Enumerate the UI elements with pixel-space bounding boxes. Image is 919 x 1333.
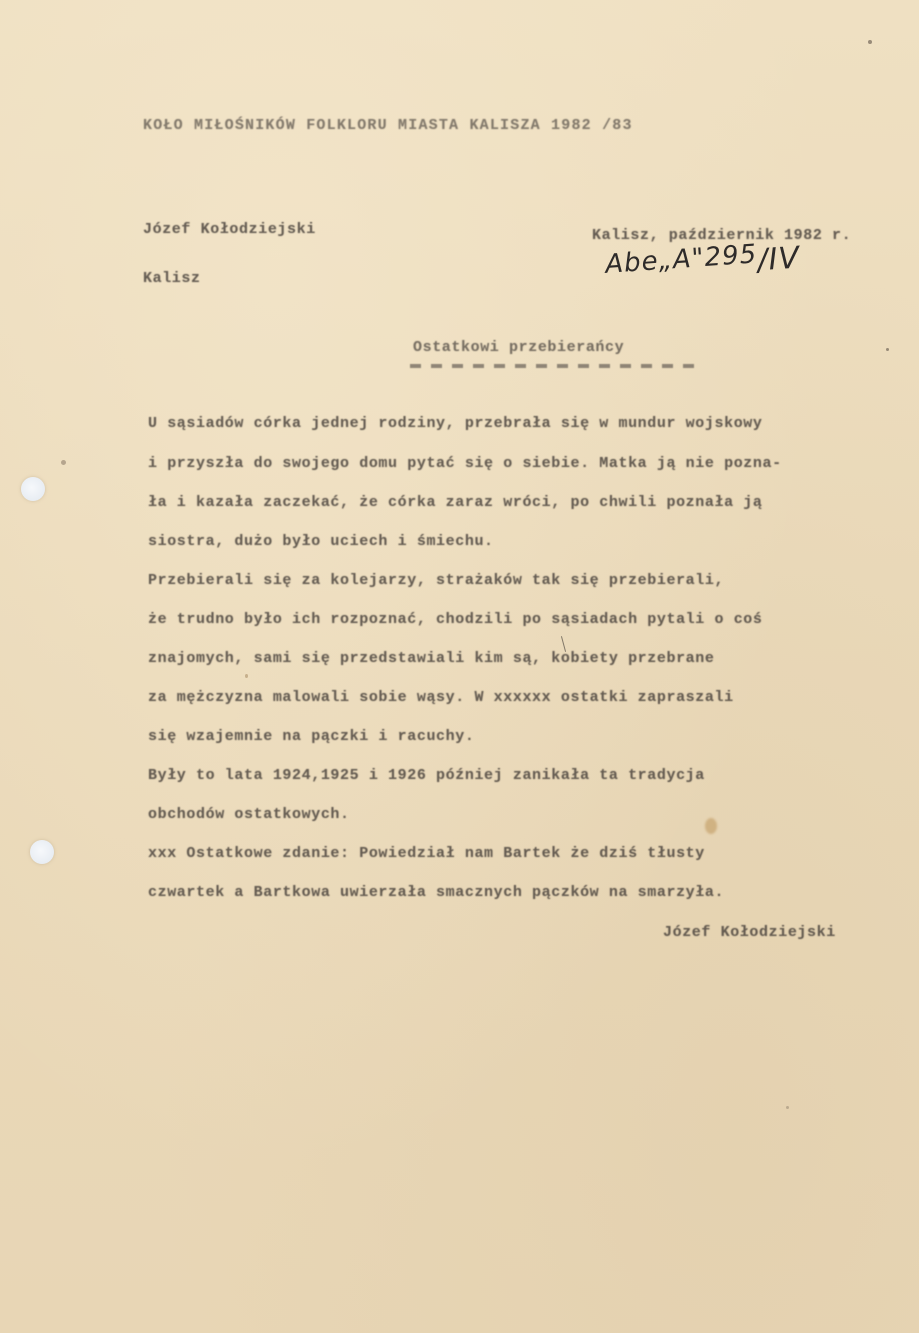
ink-speck — [61, 460, 66, 465]
archive-mark-main: Abe„A"295 — [604, 239, 759, 280]
stain-mark — [705, 818, 717, 834]
body-line: ła i kazała zaczekać, że córka zaraz wróci, po chwili poznała ją — [148, 494, 763, 511]
document-title: Ostatkowi przebierańcy — [413, 339, 625, 356]
body-line: czwartek a Bartkowa uwierzała smacznych pączków na smarzyła. — [148, 884, 725, 901]
ink-speck — [868, 40, 872, 44]
body-line: i przyszła do swojego domu pytać się o siebie. Matka ją nie pozna- — [148, 455, 782, 472]
punch-hole — [30, 840, 54, 864]
organization-header: KOŁO MIŁOŚNIKÓW FOLKLORU MIASTA KALISZA 1982 /83 — [143, 117, 633, 134]
ink-speck — [245, 674, 248, 678]
body-line: za mężczyzna malowali sobie wąsy. W xxxxxx ostatki zapraszali — [148, 689, 734, 706]
signature: Józef Kołodziejski — [663, 924, 836, 941]
archive-mark-suffix: /IV — [756, 240, 802, 279]
ink-speck — [886, 348, 889, 351]
body-line: Przebierali się za kolejarzy, strażaków tak się przebierali, — [148, 572, 725, 589]
body-line: się wzajemnie na pączki i racuchy. — [148, 728, 475, 745]
body-line: xxx Ostatkowe zdanie: Powiedział nam Bartek że dziś tłusty — [148, 845, 705, 862]
punch-hole — [21, 477, 45, 501]
author-name: Józef Kołodziejski — [143, 221, 316, 238]
body-line: siostra, dużo było uciech i śmiechu. — [148, 533, 494, 550]
ink-speck — [786, 1106, 789, 1109]
body-line: U sąsiadów córka jednej rodziny, przebrała się w mundur wojskowy — [148, 415, 763, 432]
dateline: Kalisz, październik 1982 r. — [592, 227, 852, 244]
author-place: Kalisz — [143, 270, 201, 287]
body-line: Były to lata 1924,1925 i 1926 później zanikała ta tradycja — [148, 767, 705, 784]
body-line: znajomych, sami się przedstawiali kim są, kobiety przebrane — [148, 650, 715, 667]
title-underline — [410, 364, 696, 368]
body-line: obchodów ostatkowych. — [148, 806, 350, 823]
body-line: że trudno było ich rozpoznać, chodzili po sąsiadach pytali o coś — [148, 611, 763, 628]
